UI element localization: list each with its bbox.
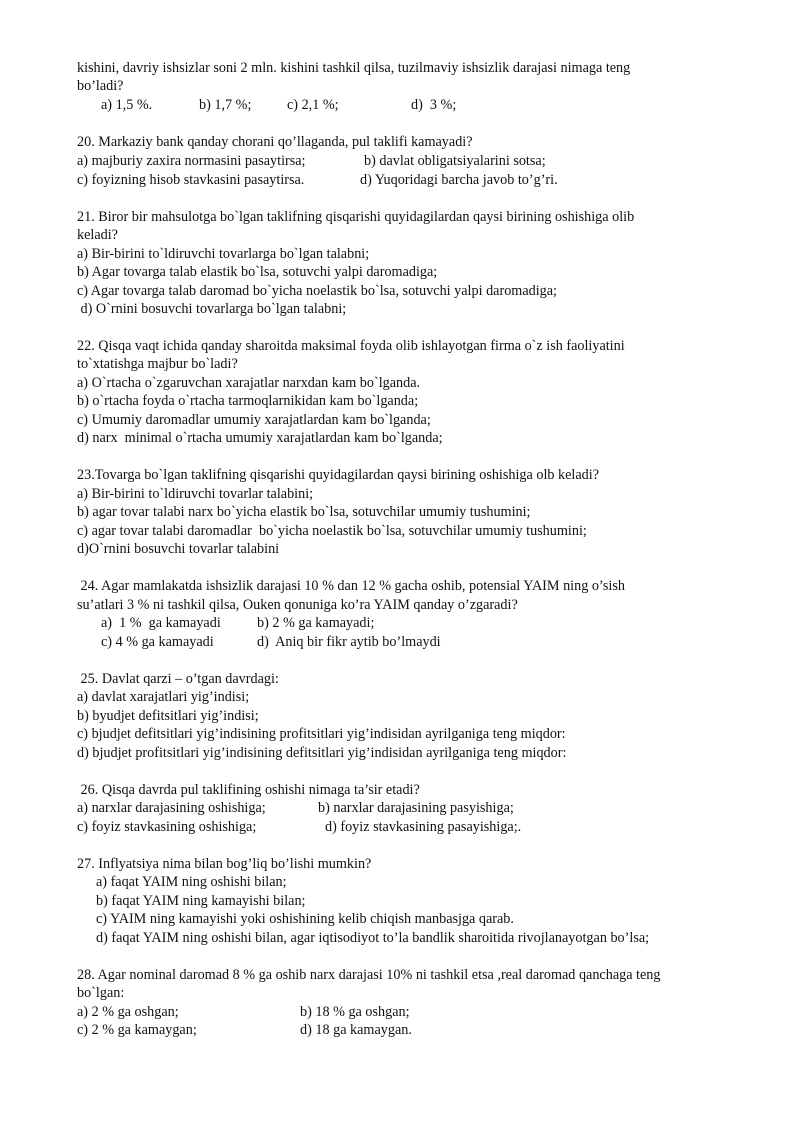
q22-question-line2: to`xtatishga majbur bo`ladi? — [77, 356, 238, 372]
q21-option-c: c) Agar tovarga talab daromad bo`yicha noelastik bo`lsa, sotuvchi yalpi daromadiga; — [77, 283, 557, 299]
q19-option-a: a) 1,5 %. — [101, 97, 153, 113]
q21-question-line1: 21. Biror bir mahsulotga bo`lgan taklifning qisqarishi quyidagilardan qaysi birining oshishiga olib — [77, 209, 635, 225]
q28-option-c: c) 2 % ga kamaygan; — [77, 1022, 197, 1038]
q27-question: 27. Inflyatsiya nima bilan bog’liq bo’lishi mumkin? — [77, 856, 372, 872]
q24-question-line2: su’atlari 3 % ni tashkil qilsa, Ouken qonuniga ko’ra YAIM qanday o’zgaradi? — [77, 597, 518, 613]
q19-option-b: b) 1,7 %; — [199, 97, 252, 113]
q25-option-a: a) davlat xarajatlari yig’indisi; — [77, 689, 250, 705]
q27-option-c: c) YAIM ning kamayishi yoki oshishining kelib chiqish manbasjga qarab. — [96, 911, 514, 927]
q19-option-d: d) 3 %; — [411, 97, 457, 113]
q28-question-line1: 28. Agar nominal daromad 8 % ga oshib narx darajasi 10% ni tashkil etsa ,real daromad qanchaga teng — [77, 967, 661, 983]
q19-text-line2: bo’ladi? — [77, 78, 124, 94]
q25-option-c: c) bjudjet defitsitlari yig’indisining profitsitlari yig’indisidan ayrilganiga teng miqdor: — [77, 726, 566, 742]
q28-question-line2: bo`lgan: — [77, 985, 125, 1001]
q22-question-line1: 22. Qisqa vaqt ichida qanday sharoitda maksimal foyda olib ishlayotgan firma o`z ish faoliyatini — [77, 338, 625, 354]
q24-option-a: a) 1 % ga kamayadi — [101, 615, 221, 631]
q22-option-d: d) narx minimal o`rtacha umumiy xarajatlardan kam bo`lganda; — [77, 430, 443, 446]
q23-question: 23.Tovarga bo`lgan taklifning qisqarishi quyidagilardan qaysi birining oshishiga olb keladi? — [77, 467, 600, 483]
q28-option-b: b) 18 % ga oshgan; — [300, 1004, 410, 1020]
q23-option-b: b) agar tovar talabi narx bo`yicha elastik bo`lsa, sotuvchilar umumiy tushumini; — [77, 504, 531, 520]
q19-option-c: c) 2,1 %; — [287, 97, 339, 113]
q22-option-b: b) o`rtacha foyda o`rtacha tarmoqlarnikidan kam bo`lganda; — [77, 393, 419, 409]
q27-option-a: a) faqat YAIM ning oshishi bilan; — [96, 874, 287, 890]
q26-question: 26. Qisqa davrda pul taklifining oshishi nimaga ta’sir etadi? — [77, 782, 420, 798]
q20-option-d: d) Yuqoridagi barcha javob to’g’ri. — [360, 172, 558, 188]
q25-question: 25. Davlat qarzi – o’tgan davrdagi: — [77, 671, 279, 687]
q28-option-a: a) 2 % ga oshgan; — [77, 1004, 179, 1020]
q28-option-d: d) 18 ga kamaygan. — [300, 1022, 412, 1038]
q19-text-line1: kishini, davriy ishsizlar soni 2 mln. kishini tashkil qilsa, tuzilmaviy ishsizlik darajasi nimaga teng — [77, 60, 631, 76]
q20-option-c: c) foyizning hisob stavkasini pasaytirsa. — [77, 172, 305, 188]
q26-option-a: a) narxlar darajasining oshishiga; — [77, 800, 266, 816]
q24-option-d: d) Aniq bir fikr aytib bo’lmaydi — [257, 634, 441, 650]
q20-option-a: a) majburiy zaxira normasini pasaytirsa; — [77, 153, 306, 169]
q22-option-c: c) Umumiy daromadlar umumiy xarajatlardan kam bo`lganda; — [77, 412, 431, 428]
q24-option-c: c) 4 % ga kamayadi — [101, 634, 214, 650]
q21-option-d: d) O`rnini bosuvchi tovarlarga bo`lgan talabni; — [77, 301, 347, 317]
q21-option-a: a) Bir-birini to`ldiruvchi tovarlarga bo`lgan talabni; — [77, 246, 370, 262]
q26-option-d: d) foyiz stavkasining pasayishiga;. — [325, 819, 522, 835]
q25-option-b: b) byudjet defitsitlari yig’indisi; — [77, 708, 259, 724]
q26-option-c: c) foyiz stavkasining oshishiga; — [77, 819, 257, 835]
q23-option-d: d)O`rnini bosuvchi tovarlar talabini — [77, 541, 280, 557]
q24-option-b: b) 2 % ga kamayadi; — [257, 615, 375, 631]
q27-option-b: b) faqat YAIM ning kamayishi bilan; — [96, 893, 306, 909]
q21-option-b: b) Agar tovarga talab elastik bo`lsa, sotuvchi yalpi daromadiga; — [77, 264, 438, 280]
q26-option-b: b) narxlar darajasining pasyishiga; — [318, 800, 514, 816]
q20-option-b: b) davlat obligatsiyalarini sotsa; — [364, 153, 546, 169]
q27-option-d: d) faqat YAIM ning oshishi bilan, agar iqtisodiyot to’la bandlik sharoitida rivojlanayotgan bo’lsa; — [96, 930, 650, 946]
q25-option-d: d) bjudjet profitsitlari yig’indisining defitsitlari yig’indisidan ayrilganiga teng miqdor: — [77, 745, 567, 761]
q20-question: 20. Markaziy bank qanday chorani qo’llaganda, pul taklifi kamayadi? — [77, 134, 473, 150]
q22-option-a: a) O`rtacha o`zgaruvchan xarajatlar narxdan kam bo`lganda. — [77, 375, 421, 391]
q21-question-line2: keladi? — [77, 227, 118, 243]
q23-option-a: a) Bir-birini to`ldiruvchi tovarlar talabini; — [77, 486, 314, 502]
q24-question-line1: 24. Agar mamlakatda ishsizlik darajasi 10 % dan 12 % gacha oshib, potensial YAIM ning o’sish — [77, 578, 625, 594]
q23-option-c: c) agar tovar talabi daromadlar bo`yicha noelastik bo`lsa, sotuvchilar umumiy tushumini; — [77, 523, 587, 539]
